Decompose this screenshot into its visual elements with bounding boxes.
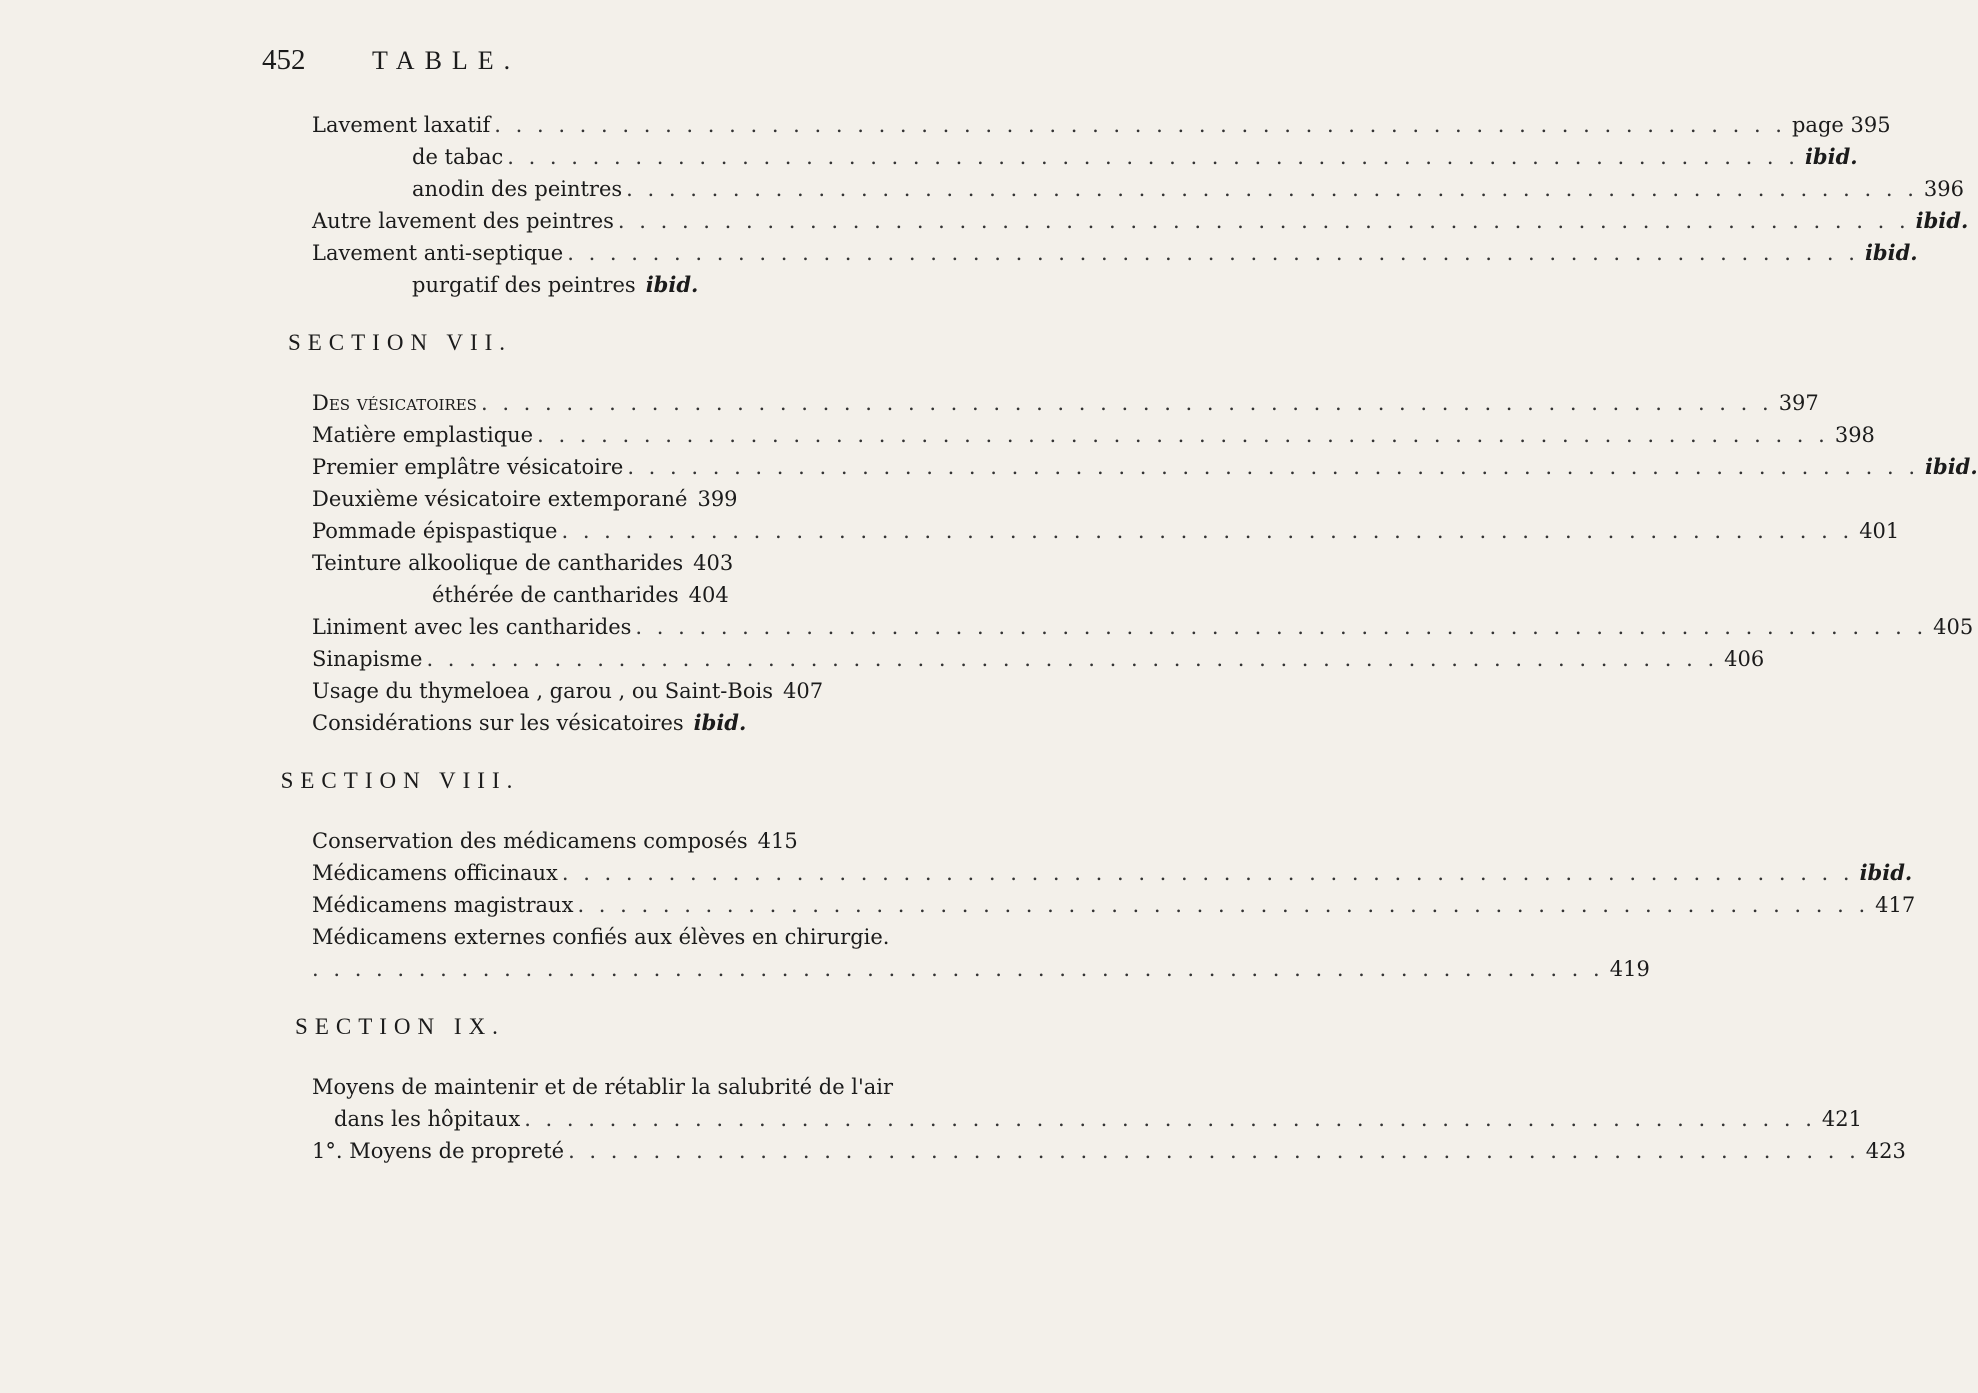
- entry-page: ibid.: [1859, 860, 1913, 885]
- entry-page: 403: [693, 551, 734, 575]
- entry-page: page 395: [1791, 113, 1891, 137]
- entry-page: 417: [1875, 893, 1916, 917]
- toc-entry[interactable]: [412, 174, 1964, 204]
- section-heading: SECTION VII.: [287, 330, 513, 355]
- leader-dots: [561, 516, 1853, 546]
- entry-page: 399: [697, 487, 738, 511]
- leader-dots: [426, 644, 1718, 674]
- leader-dots: [568, 1136, 1860, 1166]
- leader-dots: [562, 858, 1854, 888]
- entry-page: 401: [1859, 519, 1900, 543]
- entry-label: purgatif des peintres: [412, 273, 636, 297]
- entry-label: éthérée de cantharides: [432, 583, 679, 607]
- toc-entry[interactable]: [312, 484, 738, 514]
- toc-entry-continuation[interactable]: [334, 1104, 1863, 1134]
- leader-dots: [626, 174, 1918, 204]
- toc-entry[interactable]: [432, 580, 729, 610]
- leader-dots: [537, 420, 1829, 450]
- entry-page: 405: [1933, 615, 1974, 639]
- toc-entry-line[interactable]: Moyens de maintenir et de rétablir la salubrité de l'air: [312, 1075, 894, 1099]
- toc-entry[interactable]: [312, 206, 1969, 236]
- leader-dots: [524, 1104, 1816, 1134]
- entry-page: 407: [782, 679, 824, 703]
- entry-label: Teinture alkoolique de cantharides: [312, 551, 684, 575]
- entry-label: Deuxième vésicatoire extemporané: [312, 487, 688, 511]
- leader-dots: [481, 388, 1773, 418]
- entry-label: Conservation des médicamens composés: [312, 829, 748, 853]
- toc-entry[interactable]: [412, 270, 699, 300]
- entry-page: ibid.: [645, 272, 699, 297]
- entry-label: Liniment avec les cantharides: [312, 615, 632, 639]
- toc-entry[interactable]: [312, 548, 734, 578]
- entry-page: 404: [688, 583, 729, 607]
- entry-page: 415: [757, 829, 798, 853]
- leader-dots: [577, 890, 1869, 920]
- entry-label: 1°. Moyens de propreté: [312, 1139, 565, 1163]
- entry-page: 396: [1923, 177, 1964, 201]
- entry-page: 406: [1724, 647, 1765, 671]
- leader-dots: [635, 612, 1927, 642]
- leader-dots: [507, 142, 1799, 172]
- toc-entry[interactable]: [312, 110, 1891, 140]
- leader-dots: [312, 954, 1604, 984]
- entry-page: ibid.: [1804, 144, 1858, 169]
- running-title: TABLE.: [372, 46, 521, 75]
- entry-label: dans les hôpitaux: [334, 1107, 521, 1131]
- leader-dots: [627, 452, 1919, 482]
- entry-label: Des vésicatoires: [312, 391, 477, 415]
- toc-entry[interactable]: [312, 826, 798, 856]
- toc-entry[interactable]: [312, 708, 747, 738]
- toc-entry[interactable]: [312, 420, 1875, 450]
- toc-entry[interactable]: [312, 388, 1819, 418]
- toc-entry[interactable]: [312, 644, 1765, 674]
- leader-dots: [567, 238, 1859, 268]
- entry-label: Médicamens magistraux: [312, 893, 574, 917]
- entry-page: ibid.: [1864, 240, 1918, 265]
- entry-label: Pommade épispastique: [312, 519, 558, 543]
- toc-entry[interactable]: [312, 612, 1974, 642]
- toc-entry[interactable]: [312, 676, 824, 706]
- entry-page: ibid.: [693, 710, 747, 735]
- entry-page: 398: [1834, 423, 1875, 447]
- entry-page: 421: [1821, 1107, 1863, 1131]
- entry-label: Considérations sur les vésicatoires: [312, 711, 684, 735]
- toc-entry[interactable]: [312, 516, 1900, 546]
- toc-entry[interactable]: [312, 1136, 1906, 1166]
- entry-label: Autre lavement des peintres: [312, 209, 614, 233]
- toc-entry-continuation[interactable]: [312, 954, 1650, 984]
- entry-label: Sinapisme: [312, 647, 423, 671]
- entry-label: Lavement anti-septique: [312, 241, 564, 265]
- toc-entry-line[interactable]: Médicamens externes confiés aux élèves en chirurgie.: [312, 925, 890, 949]
- toc-entry[interactable]: [312, 858, 1913, 888]
- entry-label: Médicamens officinaux: [312, 861, 558, 885]
- section-heading: SECTION VIII.: [280, 768, 520, 793]
- page-header: [262, 44, 712, 84]
- entry-label: Premier emplâtre vésicatoire: [312, 455, 624, 479]
- toc-entry[interactable]: [312, 452, 1978, 482]
- toc-entry[interactable]: [412, 142, 1858, 172]
- leader-dots: [618, 206, 1910, 236]
- entry-label: Lavement laxatif: [312, 113, 491, 137]
- toc-entry[interactable]: [312, 238, 1918, 268]
- entry-label: Usage du thymeloea , garou , ou Saint-Bois: [312, 679, 773, 703]
- entry-page: ibid.: [1915, 208, 1969, 233]
- entry-label: anodin des peintres: [412, 177, 623, 201]
- entry-page: 423: [1865, 1139, 1906, 1163]
- entry-page: 397: [1778, 391, 1819, 415]
- section-heading: SECTION IX.: [295, 1014, 505, 1039]
- entry-label: Matière emplastique: [312, 423, 534, 447]
- entry-page: 419: [1609, 957, 1650, 981]
- toc-entry[interactable]: [312, 890, 1916, 920]
- entry-page: ibid.: [1925, 454, 1978, 479]
- leader-dots: [494, 110, 1786, 140]
- page-number: 452: [262, 44, 306, 76]
- entry-label: de tabac: [412, 145, 504, 169]
